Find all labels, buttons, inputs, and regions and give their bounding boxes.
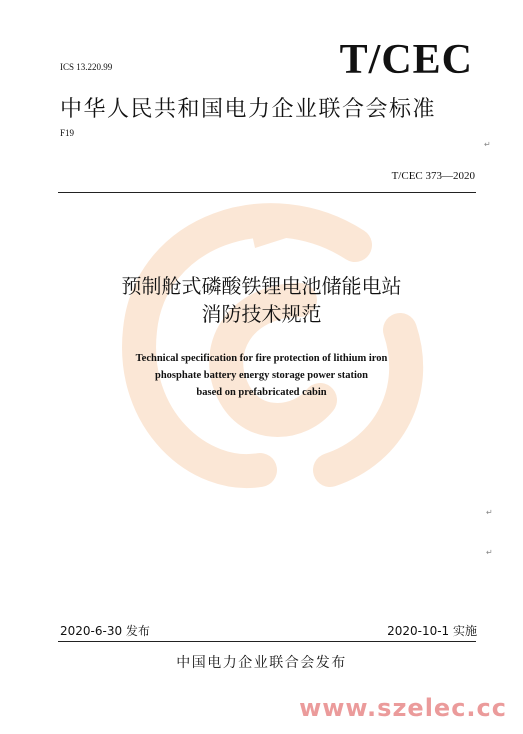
return-mark: ↵ xyxy=(486,548,493,557)
standard-number: T/CEC 373—2020 xyxy=(391,170,475,182)
chinese-title-line-1: 预制舱式磷酸铁锂电池储能电站 xyxy=(121,274,402,298)
chinese-title xyxy=(0,272,523,328)
bottom-divider xyxy=(58,641,476,642)
chinese-title-line-2: 消防技术规范 xyxy=(201,302,322,326)
site-watermark: www.szelec.cc xyxy=(299,694,507,722)
tcec-logo: T/CEC xyxy=(339,37,473,83)
implementation-date: 2020-10-1 实施 xyxy=(387,624,477,638)
english-title-line-3: based on prefabricated cabin xyxy=(196,387,327,398)
classification-code: F19 xyxy=(60,128,75,138)
organization-standard-title: 中华人民共和国电力企业联合会标准 xyxy=(60,97,437,122)
ics-code: ICS 13.220.99 xyxy=(60,62,113,72)
english-title xyxy=(0,350,523,401)
english-title-line-2: phosphate battery energy storage power station xyxy=(155,370,368,381)
return-mark: ↵ xyxy=(486,508,493,517)
english-title-line-1: Technical specification for fire protection of lithium iron xyxy=(135,353,388,364)
publisher: 中国电力企业联合会发布 xyxy=(176,655,347,671)
return-mark: ↵ xyxy=(484,140,491,149)
issue-date: 2020-6-30 发布 xyxy=(60,624,150,638)
top-divider xyxy=(58,192,476,193)
